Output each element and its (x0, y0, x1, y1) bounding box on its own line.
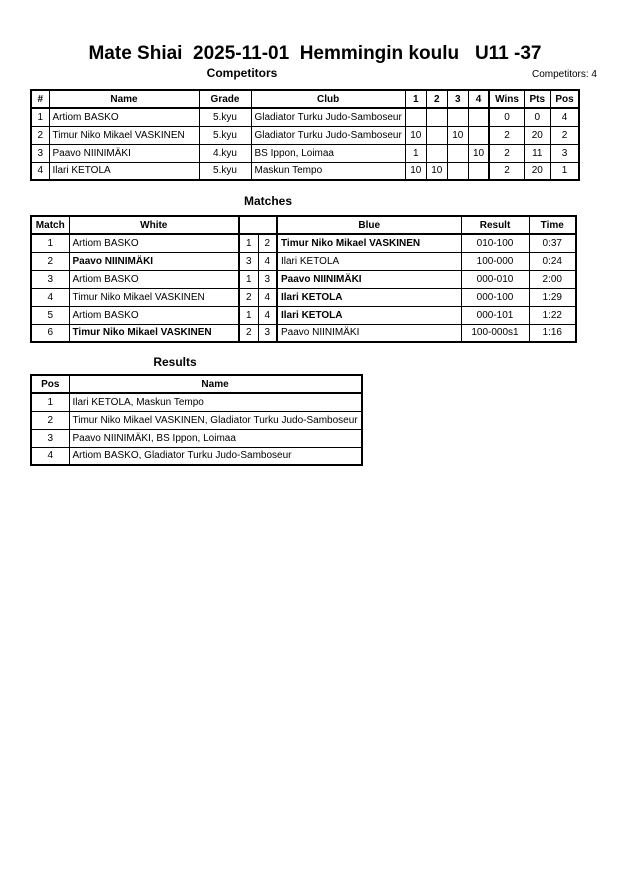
blue-number: 4 (258, 306, 277, 324)
result-name (69, 393, 362, 411)
score-vs-3: 10 (447, 126, 468, 144)
col-header-name: Name (49, 90, 199, 108)
competitor-name: Timur Niko Mikael VASKINEN (49, 126, 199, 144)
col-header-wins: Wins (489, 90, 524, 108)
match-number: 3 (31, 270, 69, 288)
match-number: 4 (31, 288, 69, 306)
col-header-name: Name (69, 375, 362, 393)
competitor-club-text: BS Ippon, Loimaa (254, 147, 334, 159)
result-name (69, 429, 362, 447)
competitor-grade: 5.kyu (199, 162, 251, 180)
white-number: 3 (239, 252, 258, 270)
competitor-pts: 0 (524, 108, 550, 126)
competitor-name: Paavo NIINIMÄKI (49, 144, 199, 162)
competitor-grade: 5.kyu (199, 108, 251, 126)
result-pos: 2 (31, 411, 69, 429)
white-name: Artiom BASKO (69, 270, 239, 288)
competitors-heading: Competitors (206, 66, 278, 80)
col-header-s4: 4 (468, 90, 489, 108)
blue-name: Paavo NIINIMÄKI (277, 324, 461, 342)
results-heading: Results (153, 355, 197, 369)
score-vs-1: 1 (405, 144, 426, 162)
blue-number: 3 (258, 324, 277, 342)
match-row (31, 252, 576, 270)
match-row (31, 270, 576, 288)
competitor-row (31, 144, 579, 162)
match-time: 1:22 (529, 306, 576, 324)
competitor-num: 2 (31, 126, 49, 144)
competitor-wins: 2 (489, 126, 524, 144)
competitor-row (31, 126, 579, 144)
result-row (31, 447, 362, 465)
score-vs-3 (447, 162, 468, 180)
score-vs-2 (426, 108, 447, 126)
blue-name: Paavo NIINIMÄKI (277, 270, 461, 288)
competitor-pos: 4 (550, 108, 579, 126)
score-vs-4: 10 (468, 144, 489, 162)
result-row (31, 429, 362, 447)
blue-number: 2 (258, 234, 277, 252)
result-row (31, 411, 362, 429)
match-time: 1:29 (529, 288, 576, 306)
match-time: 0:24 (529, 252, 576, 270)
match-result: 000-010 (461, 270, 529, 288)
match-time: 2:00 (529, 270, 576, 288)
blue-name: Timur Niko Mikael VASKINEN (277, 234, 461, 252)
col-header-pos: Pos (31, 375, 69, 393)
competitor-pos: 1 (550, 162, 579, 180)
match-time: 0:37 (529, 234, 576, 252)
competitor-club-text: Gladiator Turku Judo-Samboseur (254, 111, 402, 123)
match-result: 000-101 (461, 306, 529, 324)
col-header-s1: 1 (405, 90, 426, 108)
col-header-result: Result (461, 216, 529, 234)
match-result: 100-000 (461, 252, 529, 270)
match-number: 1 (31, 234, 69, 252)
competitor-row (31, 108, 579, 126)
col-header-time: Time (529, 216, 576, 234)
score-vs-4 (468, 108, 489, 126)
white-name: Paavo NIINIMÄKI (69, 252, 239, 270)
white-name: Artiom BASKO (69, 234, 239, 252)
competitor-pos: 3 (550, 144, 579, 162)
competitor-wins: 2 (489, 144, 524, 162)
white-name: Artiom BASKO (69, 306, 239, 324)
result-row (31, 393, 362, 411)
score-vs-1: 10 (405, 126, 426, 144)
score-vs-2 (426, 126, 447, 144)
competitors-header-row (31, 90, 579, 108)
competitor-name: Ilari KETOLA (49, 162, 199, 180)
blue-number: 4 (258, 252, 277, 270)
white-name: Timur Niko Mikael VASKINEN (69, 324, 239, 342)
col-header-white: White (69, 216, 239, 234)
blue-name: Ilari KETOLA (277, 288, 461, 306)
result-name-text: Timur Niko Mikael VASKINEN, Gladiator Turku Judo-Samboseur (72, 414, 358, 426)
matches-heading: Matches (243, 194, 293, 208)
score-vs-3 (447, 144, 468, 162)
match-row (31, 324, 576, 342)
competitor-pos: 2 (550, 126, 579, 144)
competitor-row (31, 162, 579, 180)
white-number: 2 (239, 324, 258, 342)
competitor-pts: 11 (524, 144, 550, 162)
page-title: Mate Shiai 2025-11-01 Hemmingin koulu U11 -37 (88, 43, 542, 64)
result-name-text: Artiom BASKO, Gladiator Turku Judo-Samboseur (72, 450, 292, 462)
result-name (69, 411, 362, 429)
competitor-pts: 20 (524, 162, 550, 180)
result-pos: 3 (31, 429, 69, 447)
match-result: 010-100 (461, 234, 529, 252)
col-header-club: Club (251, 90, 405, 108)
col-header-blue: Blue (277, 216, 461, 234)
blue-name: Ilari KETOLA (277, 306, 461, 324)
white-name: Timur Niko Mikael VASKINEN (69, 288, 239, 306)
competitor-wins: 0 (489, 108, 524, 126)
col-header-pts: Pts (524, 90, 550, 108)
blue-number: 4 (258, 288, 277, 306)
result-name (69, 447, 362, 465)
score-vs-3 (447, 108, 468, 126)
result-pos: 1 (31, 393, 69, 411)
competitor-club-text: Maskun Tempo (254, 165, 323, 177)
competitor-num: 4 (31, 162, 49, 180)
score-vs-2 (426, 144, 447, 162)
result-pos: 4 (31, 447, 69, 465)
match-time: 1:16 (529, 324, 576, 342)
white-number: 1 (239, 234, 258, 252)
result-name-text: Ilari KETOLA, Maskun Tempo (72, 396, 204, 408)
results-table (30, 374, 363, 466)
competitor-club-text: Gladiator Turku Judo-Samboseur (254, 129, 402, 141)
competitor-club (251, 162, 405, 180)
competitor-grade: 5.kyu (199, 126, 251, 144)
competitor-num: 3 (31, 144, 49, 162)
col-header-pos: Pos (550, 90, 579, 108)
matches-header-row (31, 216, 576, 234)
match-row (31, 288, 576, 306)
match-result: 100-000s1 (461, 324, 529, 342)
col-header-nums (239, 216, 277, 234)
score-vs-1 (405, 108, 426, 126)
white-number: 1 (239, 306, 258, 324)
col-header-grade: Grade (199, 90, 251, 108)
white-number: 2 (239, 288, 258, 306)
col-header-s2: 2 (426, 90, 447, 108)
blue-name: Ilari KETOLA (277, 252, 461, 270)
match-row (31, 234, 576, 252)
match-number: 2 (31, 252, 69, 270)
competitor-pts: 20 (524, 126, 550, 144)
col-header-num: # (31, 90, 49, 108)
score-vs-1: 10 (405, 162, 426, 180)
competitor-club (251, 108, 405, 126)
match-result: 000-100 (461, 288, 529, 306)
competitor-name: Artiom BASKO (49, 108, 199, 126)
competitor-grade: 4.kyu (199, 144, 251, 162)
competitor-club (251, 126, 405, 144)
col-header-s3: 3 (447, 90, 468, 108)
competitor-wins: 2 (489, 162, 524, 180)
competitor-club (251, 144, 405, 162)
competitors-count: Competitors: 4 (531, 69, 597, 80)
match-number: 6 (31, 324, 69, 342)
results-header-row (31, 375, 362, 393)
match-row (31, 306, 576, 324)
score-vs-4 (468, 162, 489, 180)
score-vs-2: 10 (426, 162, 447, 180)
competitors-table (30, 89, 580, 181)
score-vs-4 (468, 126, 489, 144)
white-number: 1 (239, 270, 258, 288)
blue-number: 3 (258, 270, 277, 288)
match-number: 5 (31, 306, 69, 324)
col-header-match: Match (31, 216, 69, 234)
matches-table (30, 215, 577, 343)
result-name-text: Paavo NIINIMÄKI, BS Ippon, Loimaa (72, 432, 236, 444)
competitor-num: 1 (31, 108, 49, 126)
